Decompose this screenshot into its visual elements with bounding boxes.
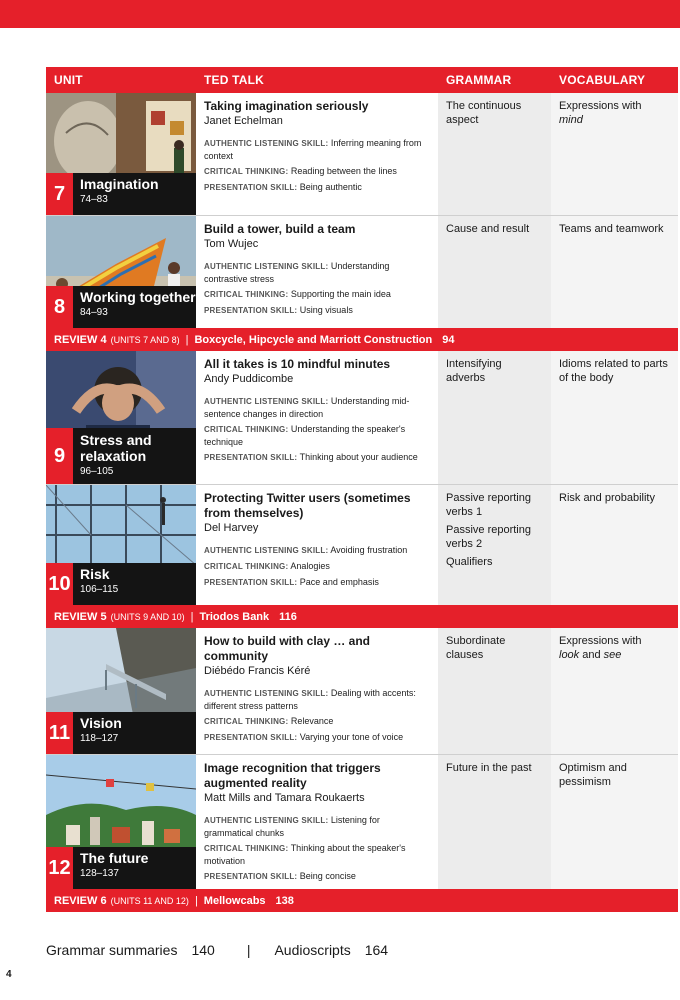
grammar-cell	[438, 755, 551, 889]
header-grammar: GRAMMAR	[446, 73, 512, 87]
grammar-item: Subordinate clauses	[446, 635, 506, 661]
vocabulary-cell	[551, 485, 678, 605]
unit-number: 12	[46, 847, 73, 889]
talk-title: Protecting Twitter users (sometimes from themselves)	[204, 491, 411, 520]
unit-row-7	[46, 93, 678, 216]
unit-cell	[46, 755, 196, 889]
vocabulary-italic: mind	[559, 114, 583, 126]
grammar-cell	[438, 93, 551, 215]
skill-label: AUTHENTIC LISTENING SKILL:	[204, 262, 329, 271]
vocabulary-text: Teams and teamwork	[559, 223, 664, 235]
grammar-summaries-label: Grammar summaries	[46, 942, 178, 958]
listening-skill: AUTHENTIC LISTENING SKILL: Inferring meaning from context	[204, 138, 422, 161]
talk-title: Taking imagination seriously	[204, 99, 369, 113]
contents-table	[46, 67, 678, 912]
unit-number: 7	[46, 173, 73, 215]
talk-title: All it takes is 10 mindful minutes	[204, 357, 391, 371]
vocabulary-text: Optimism and pessimism	[559, 762, 627, 788]
skill-label: PRESENTATION SKILL:	[204, 306, 298, 315]
vocabulary-italic-2: see	[603, 649, 622, 661]
unit-title: The future	[80, 850, 149, 866]
grammar-cell	[438, 628, 551, 754]
unit-pages: 96–105	[80, 466, 114, 477]
grammar-cell	[438, 216, 551, 328]
talk-speaker: Diébédo Francis Kéré	[204, 665, 311, 677]
unit-cell	[46, 351, 196, 484]
skill-label: AUTHENTIC LISTENING SKILL:	[204, 546, 329, 555]
skill-label: AUTHENTIC LISTENING SKILL:	[204, 816, 329, 825]
vocabulary-cell	[551, 93, 678, 215]
unit-number: 10	[46, 563, 73, 605]
review-page: 94	[442, 333, 455, 346]
unit-pages: 84–93	[80, 307, 108, 318]
unit-number: 11	[46, 712, 73, 754]
talk-cell	[196, 93, 438, 215]
talk-cell	[196, 351, 438, 484]
critical-thinking: CRITICAL THINKING: Supporting the main idea	[204, 289, 391, 299]
talk-cell	[196, 485, 438, 605]
review-title: Boxcycle, Hipcycle and Marriott Construction	[194, 333, 433, 346]
review-units: (UNITS 9 AND 10)	[110, 611, 185, 622]
vocabulary-cell	[551, 628, 678, 754]
critical-thinking: CRITICAL THINKING: Understanding the speaker's technique	[204, 424, 406, 447]
grammar-summaries-page: 140	[191, 942, 215, 958]
skill-label: AUTHENTIC LISTENING SKILL:	[204, 397, 329, 406]
critical-thinking: CRITICAL THINKING: Reading between the lines	[204, 166, 397, 176]
unit-label	[46, 428, 196, 484]
talk-speaker: Andy Puddicombe	[204, 373, 294, 385]
skill-label: AUTHENTIC LISTENING SKILL:	[204, 689, 329, 698]
vocabulary-text: Idioms related to parts of the body	[559, 358, 668, 384]
talk-title: Image recognition that triggers augmented reality	[204, 761, 381, 790]
header-vocabulary: VOCABULARY	[559, 73, 646, 87]
review-units: (UNITS 11 AND 12)	[110, 895, 189, 906]
page-number: 4	[6, 969, 12, 980]
unit-title: Stress and relaxation	[80, 432, 152, 464]
talk-title: How to build with clay … and community	[204, 634, 371, 663]
critical-thinking: CRITICAL THINKING: Relevance	[204, 716, 334, 726]
grammar-cell	[438, 485, 551, 605]
talk-speaker: Matt Mills and Tamara Roukaerts	[204, 792, 365, 804]
talk-title: Build a tower, build a team	[204, 222, 356, 236]
critical-thinking: CRITICAL THINKING: Thinking about the speaker's motivation	[204, 843, 406, 866]
unit-row-9	[46, 351, 678, 485]
unit-row-12	[46, 755, 678, 889]
review-page: 116	[279, 610, 297, 623]
review-page: 138	[275, 894, 294, 907]
unit-cell	[46, 485, 196, 605]
grammar-cell	[438, 351, 551, 484]
talk-cell	[196, 755, 438, 889]
skill-label: CRITICAL THINKING:	[204, 167, 289, 176]
review-label: REVIEW 6	[54, 894, 107, 907]
skill-label: PRESENTATION SKILL:	[204, 183, 298, 192]
unit-label	[46, 712, 196, 754]
audioscripts-label: Audioscripts	[274, 942, 351, 958]
unit-cell	[46, 216, 196, 328]
skill-label: PRESENTATION SKILL:	[204, 872, 298, 881]
review-separator: |	[185, 333, 189, 346]
unit-pages: 118–127	[80, 733, 119, 744]
unit-row-11	[46, 628, 678, 755]
listening-skill: AUTHENTIC LISTENING SKILL: Avoiding frustration	[204, 545, 408, 555]
review-label: REVIEW 4	[54, 333, 107, 346]
skill-label: AUTHENTIC LISTENING SKILL:	[204, 139, 329, 148]
skill-label: CRITICAL THINKING:	[204, 425, 289, 434]
vocabulary-cell	[551, 351, 678, 484]
vocabulary-text: Expressions with	[559, 100, 642, 112]
top-red-band	[0, 0, 680, 28]
unit-label	[46, 563, 196, 605]
header-unit: UNIT	[54, 73, 83, 87]
table-header	[46, 67, 678, 93]
unit-pages: 128–137	[80, 868, 119, 879]
presentation-skill: PRESENTATION SKILL: Using visuals	[204, 305, 353, 315]
vocabulary-text: Risk and probability	[559, 492, 655, 504]
vocabulary-cell	[551, 216, 678, 328]
talk-speaker: Tom Wujec	[204, 238, 259, 250]
talk-cell	[196, 628, 438, 754]
unit-row-8	[46, 216, 678, 328]
vocabulary-text: Expressions with	[559, 635, 642, 647]
skill-label: PRESENTATION SKILL:	[204, 578, 298, 587]
unit-pages: 106–115	[80, 584, 119, 595]
unit-title: Imagination	[80, 176, 159, 192]
listening-skill: AUTHENTIC LISTENING SKILL: Understanding contrastive stress	[204, 261, 390, 284]
skill-label: PRESENTATION SKILL:	[204, 733, 298, 742]
review-title: Mellowcabs	[203, 894, 266, 907]
review-label: REVIEW 5	[54, 610, 107, 623]
presentation-skill: PRESENTATION SKILL: Varying your tone of voice	[204, 732, 404, 742]
presentation-skill: PRESENTATION SKILL: Being authentic	[204, 182, 362, 192]
talk-speaker: Del Harvey	[204, 522, 259, 534]
grammar-item: Cause and result	[446, 223, 530, 235]
grammar-item: Passive reporting verbs 1	[446, 492, 531, 518]
unit-row-10	[46, 485, 678, 605]
review-bar-4	[46, 328, 678, 351]
audioscripts-page: 164	[364, 942, 389, 958]
grammar-item: The continuous aspect	[446, 100, 522, 126]
unit-number: 9	[46, 428, 73, 484]
review-units: (UNITS 7 AND 8)	[110, 334, 180, 345]
skill-label: CRITICAL THINKING:	[204, 290, 289, 299]
review-bar-5	[46, 605, 678, 628]
presentation-skill: PRESENTATION SKILL: Thinking about your audience	[204, 452, 418, 462]
unit-title: Risk	[80, 566, 110, 582]
listening-skill: AUTHENTIC LISTENING SKILL: Understanding mid-sentence changes in direction	[204, 396, 410, 419]
unit-pages: 74–83	[80, 194, 108, 205]
listening-skill: AUTHENTIC LISTENING SKILL: Listening for grammatical chunks	[204, 815, 380, 838]
vocabulary-conjunction: and	[582, 649, 601, 661]
review-bar-6	[46, 889, 678, 912]
unit-label	[46, 286, 196, 328]
vocabulary-cell	[551, 755, 678, 889]
listening-skill: AUTHENTIC LISTENING SKILL: Dealing with accents: different stress patterns	[204, 688, 416, 711]
unit-label	[46, 847, 196, 889]
review-separator: |	[190, 610, 194, 623]
unit-cell	[46, 628, 196, 754]
presentation-skill: PRESENTATION SKILL: Pace and emphasis	[204, 577, 379, 587]
skill-label: CRITICAL THINKING:	[204, 562, 289, 571]
critical-thinking: CRITICAL THINKING: Analogies	[204, 561, 330, 571]
skill-label: CRITICAL THINKING:	[204, 717, 289, 726]
skill-label: CRITICAL THINKING:	[204, 844, 289, 853]
talk-speaker: Janet Echelman	[204, 115, 283, 127]
presentation-skill: PRESENTATION SKILL: Being concise	[204, 871, 356, 881]
talk-cell	[196, 216, 438, 328]
grammar-item: Passive reporting verbs 2	[446, 524, 531, 550]
unit-cell	[46, 93, 196, 215]
vocabulary-italic: look	[559, 649, 580, 661]
unit-label	[46, 173, 196, 215]
unit-title: Vision	[80, 715, 122, 731]
unit-title: Working together	[80, 289, 196, 305]
review-title: Triodos Bank	[199, 610, 270, 623]
unit-number: 8	[46, 286, 73, 328]
footer-separator: |	[246, 942, 251, 958]
skill-label: PRESENTATION SKILL:	[204, 453, 298, 462]
grammar-item: Intensifying adverbs	[446, 358, 502, 384]
grammar-item: Qualifiers	[446, 556, 493, 568]
footer	[46, 942, 388, 958]
grammar-item: Future in the past	[446, 762, 532, 774]
review-separator: |	[194, 894, 198, 907]
header-ted-talk: TED TALK	[204, 73, 265, 87]
